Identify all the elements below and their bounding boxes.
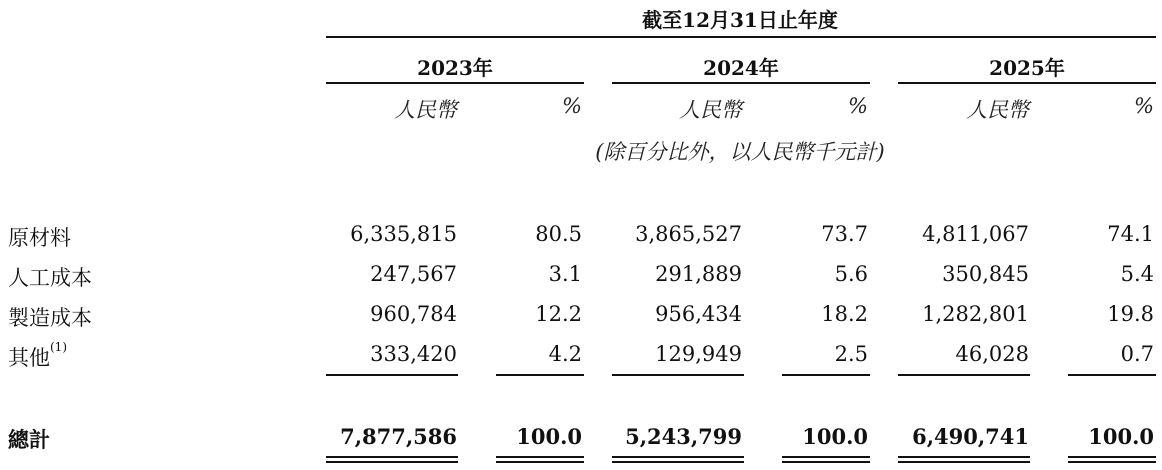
cell: 12.2 <box>535 302 582 326</box>
cell: 291,889 <box>655 262 742 286</box>
cell: 3,865,527 <box>635 222 742 246</box>
period-title: 截至12月31日止年度 <box>642 8 838 32</box>
cell: 5.6 <box>834 262 868 286</box>
row-label-text: 其他 <box>8 346 50 370</box>
cell: 247,567 <box>370 262 457 286</box>
footnote-ref: (1) <box>50 340 67 354</box>
currency-label-2023: 人民幣 <box>394 98 457 122</box>
total-double-rule <box>496 456 584 458</box>
cell: 4,811,067 <box>922 222 1029 246</box>
total-double-rule <box>782 461 870 463</box>
percent-label-2024: % <box>848 94 868 118</box>
currency-label-2024: 人民幣 <box>679 98 742 122</box>
cell: 960,784 <box>370 302 457 326</box>
total-cell: 100.0 <box>1088 424 1154 449</box>
subtotal-rule <box>1068 374 1156 376</box>
cell: 0.7 <box>1120 342 1154 366</box>
year-rule-2023 <box>326 82 584 84</box>
total-cell: 7,877,586 <box>340 424 457 449</box>
cell: 5.4 <box>1120 262 1154 286</box>
total-cell: 6,490,741 <box>912 424 1029 449</box>
cell: 46,028 <box>955 342 1029 366</box>
total-cell: 5,243,799 <box>625 424 742 449</box>
cell: 333,420 <box>370 342 457 366</box>
header-rule <box>326 36 1156 38</box>
total-cell: 100.0 <box>516 424 582 449</box>
cell: 4.2 <box>548 342 582 366</box>
cell: 74.1 <box>1107 222 1154 246</box>
subtotal-rule <box>496 374 584 376</box>
cell: 350,845 <box>942 262 1029 286</box>
cell: 2.5 <box>834 342 868 366</box>
total-double-rule <box>898 456 1030 458</box>
year-rule-2024 <box>612 82 870 84</box>
total-double-rule <box>612 461 744 463</box>
cell: 18.2 <box>821 302 868 326</box>
cell: 3.1 <box>548 262 582 286</box>
percent-label-2023: % <box>562 94 582 118</box>
currency-label-2025: 人民幣 <box>966 98 1029 122</box>
unit-note: (除百分比外，以人民幣千元計) <box>595 140 885 164</box>
total-double-rule <box>1068 461 1156 463</box>
total-double-rule <box>496 461 584 463</box>
row-label-labor-cost: 人工成本 <box>8 266 92 290</box>
total-double-rule <box>782 456 870 458</box>
cell: 956,434 <box>655 302 742 326</box>
subtotal-rule <box>898 374 1030 376</box>
row-label-manufacturing-cost: 製造成本 <box>8 306 92 330</box>
year-2025: 2025年 <box>989 56 1065 80</box>
cell: 73.7 <box>821 222 868 246</box>
cell: 80.5 <box>535 222 582 246</box>
subtotal-rule <box>782 374 870 376</box>
percent-label-2025: % <box>1134 94 1154 118</box>
cell: 6,335,815 <box>350 222 457 246</box>
subtotal-rule <box>326 374 458 376</box>
subtotal-rule <box>612 374 744 376</box>
year-2023: 2023年 <box>417 56 493 80</box>
year-rule-2025 <box>898 82 1156 84</box>
cell: 19.8 <box>1107 302 1154 326</box>
cell: 129,949 <box>655 342 742 366</box>
total-cell: 100.0 <box>802 424 868 449</box>
row-label-others <box>8 342 67 372</box>
total-double-rule <box>326 461 458 463</box>
total-double-rule <box>898 461 1030 463</box>
year-2024: 2024年 <box>703 56 779 80</box>
total-double-rule <box>612 456 744 458</box>
total-double-rule <box>326 456 458 458</box>
total-double-rule <box>1068 456 1156 458</box>
row-label-total: 總計 <box>8 427 50 452</box>
row-label-raw-materials: 原材料 <box>8 226 71 250</box>
cell: 1,282,801 <box>922 302 1029 326</box>
